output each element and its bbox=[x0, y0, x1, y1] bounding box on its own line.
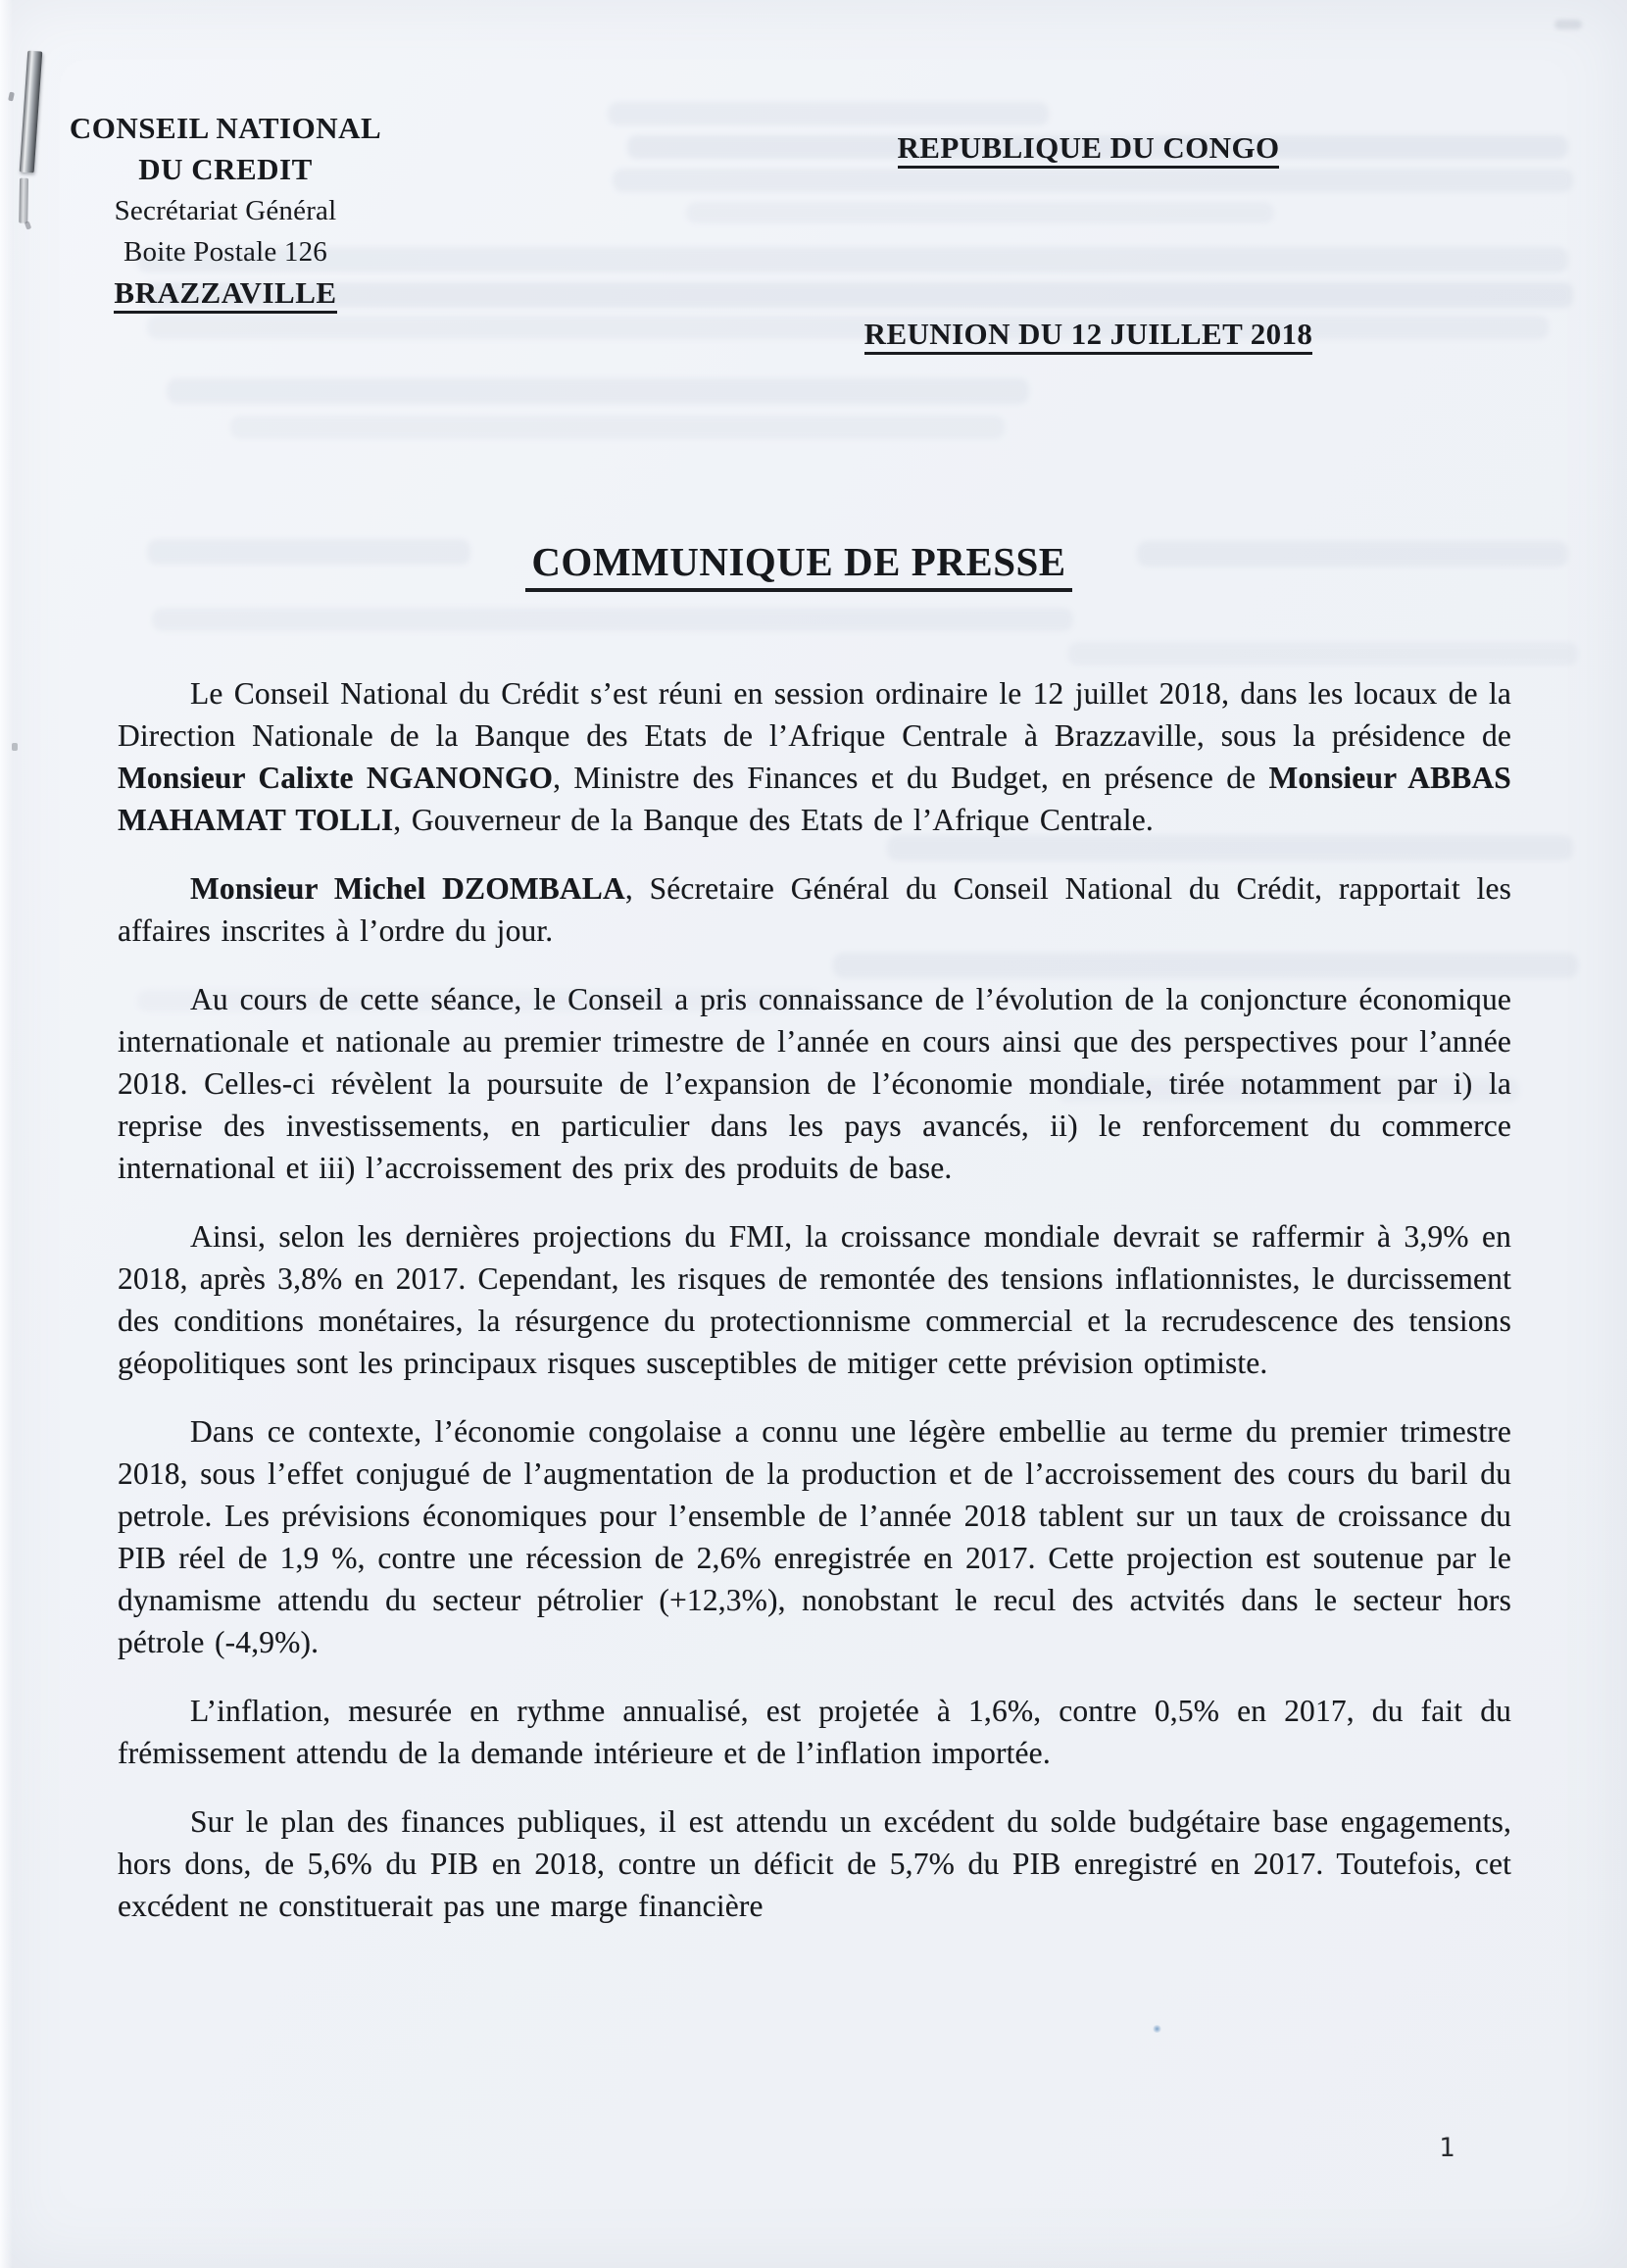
bleed-through-line bbox=[230, 416, 1005, 439]
text-segment: Ainsi, selon les dernières projections du FMI, la croissance mondiale devrait se raffermir à 3,9% en 2018, après 3,8% en 2017. Cependant, les risques de remontée des tensions inflationnistes, le durcissement des conditions monétaires, la résurgence du protectionnisme commercial et la recrudescence des tensions géopolitiques sont les principaux risques susceptibles de mitiger cette prévision optimiste. bbox=[118, 1219, 1511, 1380]
org-name-line1: CONSEIL NATIONAL bbox=[69, 111, 382, 145]
paragraph bbox=[118, 1690, 1511, 1774]
text-segment: Au cours de cette séance, le Conseil a pris connaissance de l’évolution de la conjoncture économique internationale et nationale au premier trimestre de l’année en cours ainsi que des perspectives pour l’année 2018. Celles-ci révèlent la poursuite de l’expansion de l’économie mondiale, tirée notamment par i) la reprise des investissements, en particulier dans les pays avancés, ii) le renforcement du commerce international et iii) l’accroissement des prix des produits de base. bbox=[118, 982, 1511, 1185]
document-title bbox=[0, 538, 1627, 592]
text-segment: , Gouverneur de la Banque des Etats de l’Afrique Centrale. bbox=[393, 803, 1154, 837]
letterhead bbox=[39, 108, 412, 314]
org-name-line2: DU CREDIT bbox=[138, 152, 313, 186]
letterhead-po-box: Boite Postale 126 bbox=[123, 236, 327, 268]
letterhead-city bbox=[39, 272, 412, 314]
bleed-through-line bbox=[613, 169, 1573, 192]
letterhead-city-text: BRAZZAVILLE bbox=[114, 275, 336, 314]
text-segment: , Ministre des Finances et du Budget, en présence de bbox=[553, 761, 1269, 795]
bold-text-segment: Monsieur Calixte NGANONGO bbox=[118, 761, 554, 795]
bleed-through-line bbox=[608, 102, 1049, 125]
republic-heading-text: REPUBLIQUE DU CONGO bbox=[898, 130, 1280, 169]
scan-smudge bbox=[1554, 20, 1582, 29]
bleed-through-line bbox=[167, 378, 1029, 404]
bleed-through-line bbox=[686, 202, 1274, 223]
bleed-through-line bbox=[1068, 642, 1578, 666]
meeting-heading-text: REUNION DU 12 JUILLET 2018 bbox=[864, 317, 1313, 355]
scan-speck bbox=[8, 92, 15, 102]
paragraph bbox=[118, 1800, 1511, 1927]
body-text bbox=[118, 672, 1511, 1953]
text-segment: , Sécretaire Général du Conseil National du Crédit, rapportait les affaires inscrites à l’ordre du jour. bbox=[118, 871, 1511, 948]
bold-text-segment: Monsieur ABBAS MAHAMAT TOLLI bbox=[118, 761, 1511, 837]
paragraph bbox=[118, 867, 1511, 952]
scan-speck bbox=[25, 221, 31, 229]
document-title-text: COMMUNIQUE DE PRESSE bbox=[525, 538, 1071, 592]
paragraph bbox=[118, 1410, 1511, 1663]
meeting-heading bbox=[841, 317, 1336, 352]
letterhead-department: Secrétariat Général bbox=[114, 195, 337, 226]
bleed-through-line bbox=[152, 608, 1073, 631]
page-number: 1 bbox=[1439, 2133, 1455, 2163]
text-segment: Sur le plan des finances publiques, il est attendu un excédent du solde budgétaire base engagements, hors dons, de 5,6% du PIB en 2018, contre un déficit de 5,7% du PIB enregistré en 2017. Toutefois, cet excédent ne constituerait pas une marge financière bbox=[118, 1804, 1511, 1923]
republic-heading bbox=[841, 130, 1336, 166]
paragraph bbox=[118, 672, 1511, 841]
paragraph bbox=[118, 978, 1511, 1189]
scan-speck bbox=[12, 743, 18, 751]
ink-speck bbox=[1153, 2025, 1161, 2033]
text-segment: L’inflation, mesurée en rythme annualisé, est projetée à 1,6%, contre 0,5% en 2017, du fait du frémissement attendu de la demande intérieure et de l’inflation importée. bbox=[118, 1694, 1511, 1770]
text-segment: Dans ce contexte, l’économie congolaise a connu une légère embellie au terme du premier trimestre 2018, sous l’effet conjugué de l’augmentation de la production et de l’accroissement des cours du baril du petrole. Les prévisions économiques pour l’ensemble de l’année 2018 tablent sur un taux de croissance du PIB réel de 1,9 %, contre une récession de 2,6% enregistrée en 2017. Cette projection est soutenue par le dynamisme attendu du secteur pétrolier (+12,3%), nonobstant le recul des actvités dans le secteur hors pétrole (-4,9%). bbox=[118, 1414, 1511, 1659]
paragraph bbox=[118, 1215, 1511, 1384]
bold-text-segment: Monsieur Michel DZOMBALA bbox=[190, 871, 625, 906]
text-segment: Le Conseil National du Crédit s’est réuni en session ordinaire le 12 juillet 2018, dans les locaux de la Direction Nationale de la Banque des Etats de l’Afrique Centrale à Brazzaville, sous la présidence de bbox=[118, 676, 1511, 753]
scan-edge bbox=[0, 0, 13, 2268]
